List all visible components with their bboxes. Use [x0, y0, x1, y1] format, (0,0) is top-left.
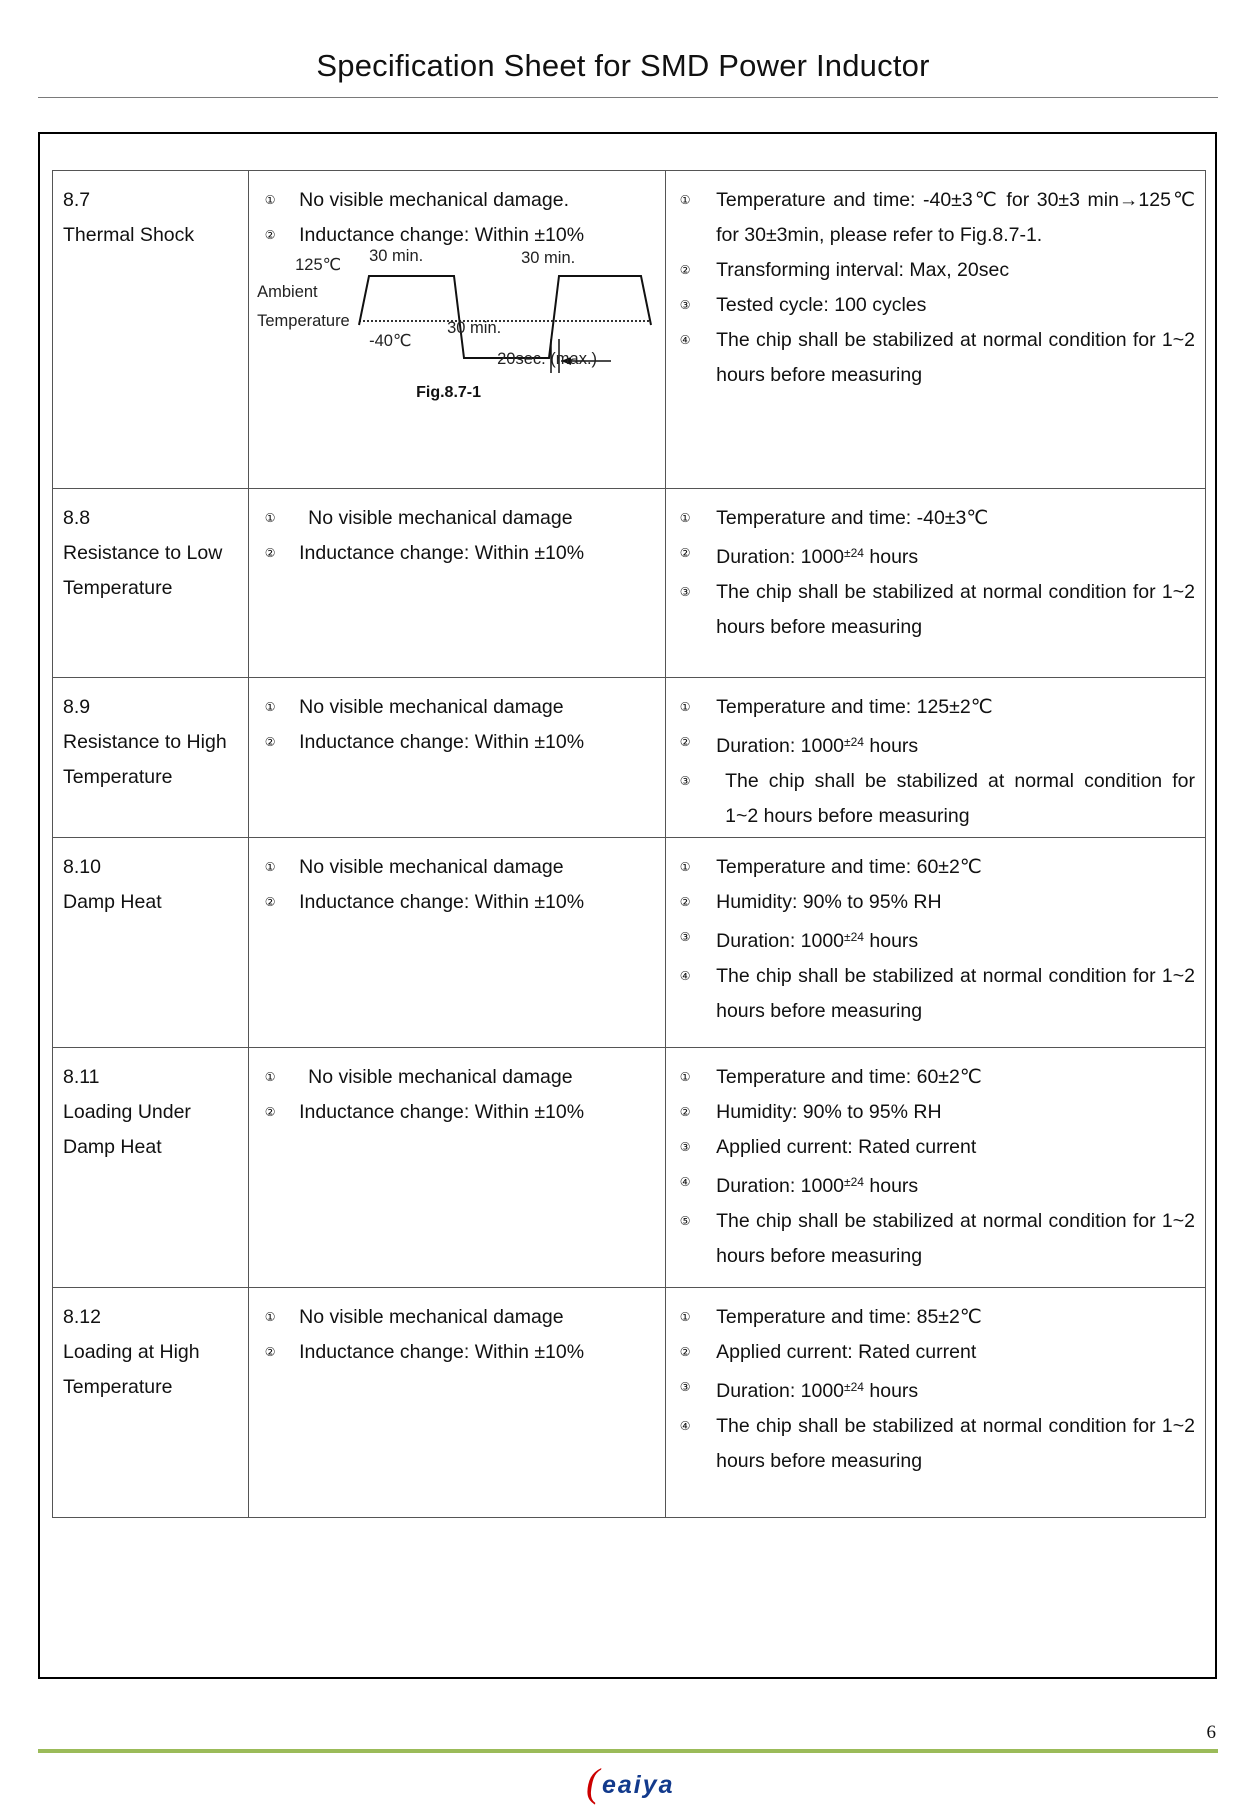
- list-item: ① Temperature and time: -40±3℃: [679, 507, 989, 529]
- page-title: Specification Sheet for SMD Power Inductor: [316, 48, 930, 83]
- high-temp-label: 125℃: [295, 256, 342, 274]
- logo-text: eaiya: [602, 1771, 675, 1799]
- low-temp-label: -40℃: [369, 332, 412, 350]
- list-item: ④ The chip shall be stabilized at normal condition for 1~2 hours before measuring: [679, 1415, 1195, 1472]
- thermal-cycle-figure: [249, 247, 665, 468]
- list-item: ③ Duration: $1000^{\pm 24}$ hours: [679, 1380, 919, 1402]
- requirement-cell: [249, 838, 666, 1048]
- page-number: 6: [1206, 1722, 1216, 1743]
- condition-cell: [666, 1048, 1206, 1288]
- list-item: ② Duration: $1000^{\pm 24}$ hours: [679, 735, 919, 757]
- spec-table: [52, 170, 1206, 1518]
- ambient-label: Ambient: [257, 283, 318, 301]
- list-item: ② Inductance change: Within ±10%: [249, 218, 665, 253]
- list-item: ③ Duration: $1000^{\pm 24}$ hours: [679, 930, 919, 952]
- dwell-label-2: 30 min.: [521, 249, 576, 267]
- item-number: 8.12: [63, 1306, 101, 1328]
- list-item: ① No visible mechanical damage: [264, 856, 564, 878]
- condition-cell: [666, 171, 1206, 489]
- condition-cell: [666, 838, 1206, 1048]
- logo-mark: (: [586, 1760, 600, 1805]
- company-logo: [586, 1760, 686, 1805]
- requirement-cell: [249, 171, 666, 489]
- list-item: ③ Applied current: Rated current: [679, 1136, 977, 1158]
- item-cell: [53, 171, 249, 489]
- list-item: ② Transforming interval: Max, 20sec: [679, 259, 1010, 281]
- list-item: ② Duration: $1000^{\pm 24}$ hours: [679, 546, 919, 568]
- dwell-label-low: 30 min.: [447, 319, 502, 337]
- requirement-cell: [249, 1048, 666, 1288]
- list-item: ② Humidity: 90% to 95% RH: [679, 891, 942, 913]
- list-item: ③ Tested cycle: 100 cycles: [679, 294, 927, 316]
- table-row: [53, 678, 1206, 838]
- item-number: 8.10: [63, 856, 101, 878]
- list-item: ② Inductance change: Within ±10%: [264, 1101, 585, 1123]
- tolerance-superscript: ±24: [844, 546, 864, 560]
- list-item: ② Inductance change: Within ±10%: [264, 542, 585, 564]
- figure-caption: Fig.8.7-1: [416, 384, 482, 401]
- item-cell: [53, 838, 249, 1048]
- list-item: ① No visible mechanical damage: [264, 507, 573, 529]
- item-number: 8.7: [63, 189, 91, 211]
- table-row: [53, 1288, 1206, 1518]
- list-item: ④ The chip shall be stabilized at normal condition for 1~2 hours before measuring: [679, 329, 1195, 386]
- condition-cell: [666, 489, 1206, 678]
- table-row: [53, 1048, 1206, 1288]
- list-item: ① Temperature and time: 60±2℃: [679, 1066, 982, 1088]
- item-number: 8.8: [63, 507, 91, 529]
- list-item: ③ The chip shall be stabilized at normal condition for 1~2 hours before measuring: [679, 770, 1195, 827]
- marker-2: ②: [264, 228, 276, 242]
- item-name: Resistance to High: [63, 731, 227, 753]
- list-item: ② Inductance change: Within ±10%: [264, 891, 585, 913]
- marker-1: ①: [264, 193, 276, 207]
- item-name: Damp Heat: [63, 1136, 162, 1158]
- list-item: ② Inductance change: Within ±10%: [264, 1341, 585, 1363]
- item-cell: [53, 1048, 249, 1288]
- table-row: [53, 171, 1206, 489]
- transfer-label: 20sec. (max.): [497, 350, 598, 368]
- item-cell: [53, 1288, 249, 1518]
- condition-cell: [666, 1288, 1206, 1518]
- item-name: Temperature: [63, 1376, 173, 1398]
- list-item: ① Temperature and time: -40±3℃ for 30±3 min→125℃ for 30±3min, please refer to Fig.8.7-1.: [679, 189, 1195, 246]
- list-item: ① Temperature and time: 85±2℃: [679, 1306, 982, 1328]
- list-item: ② Inductance change: Within ±10%: [264, 731, 585, 753]
- requirement-cell: [249, 1288, 666, 1518]
- list-item: ③ The chip shall be stabilized at normal condition for 1~2 hours before measuring: [679, 581, 1195, 638]
- item-name: Resistance to Low: [63, 542, 223, 564]
- condition-cell: [666, 678, 1206, 838]
- list-item: ④ Duration: $1000^{\pm 24}$ hours: [679, 1175, 919, 1197]
- list-item: ⑤ The chip shall be stabilized at normal condition for 1~2 hours before measuring: [679, 1210, 1195, 1267]
- temperature-label: Temperature: [257, 312, 350, 330]
- list-item: ① Temperature and time: 125±2℃: [679, 696, 993, 718]
- table-row: [53, 838, 1206, 1048]
- item-name: Thermal Shock: [63, 224, 195, 246]
- item-name: Damp Heat: [63, 891, 162, 913]
- requirement-cell: [249, 678, 666, 838]
- list-item: ① No visible mechanical damage.: [249, 183, 665, 218]
- item-name: Temperature: [63, 577, 173, 599]
- item-cell: [53, 489, 249, 678]
- list-item: ① No visible mechanical damage: [264, 1306, 564, 1328]
- dwell-label-1: 30 min.: [369, 247, 424, 265]
- requirement-cell: [249, 489, 666, 678]
- list-item: ① No visible mechanical damage: [264, 696, 564, 718]
- item-number: 8.9: [63, 696, 91, 718]
- item-name: Loading at High: [63, 1341, 200, 1363]
- item-name: Loading Under: [63, 1101, 191, 1123]
- list-item: ② Applied current: Rated current: [679, 1341, 977, 1363]
- title-divider: [38, 97, 1218, 98]
- list-item: ① Temperature and time: 60±2℃: [679, 856, 982, 878]
- item-cell: [53, 678, 249, 838]
- table-row: [53, 489, 1206, 678]
- list-item: ① No visible mechanical damage: [264, 1066, 573, 1088]
- footer-divider: [38, 1749, 1218, 1753]
- item-number: 8.11: [63, 1066, 100, 1088]
- list-item: ② Humidity: 90% to 95% RH: [679, 1101, 942, 1123]
- list-item: ④ The chip shall be stabilized at normal condition for 1~2 hours before measuring: [679, 965, 1195, 1022]
- item-name: Temperature: [63, 766, 173, 788]
